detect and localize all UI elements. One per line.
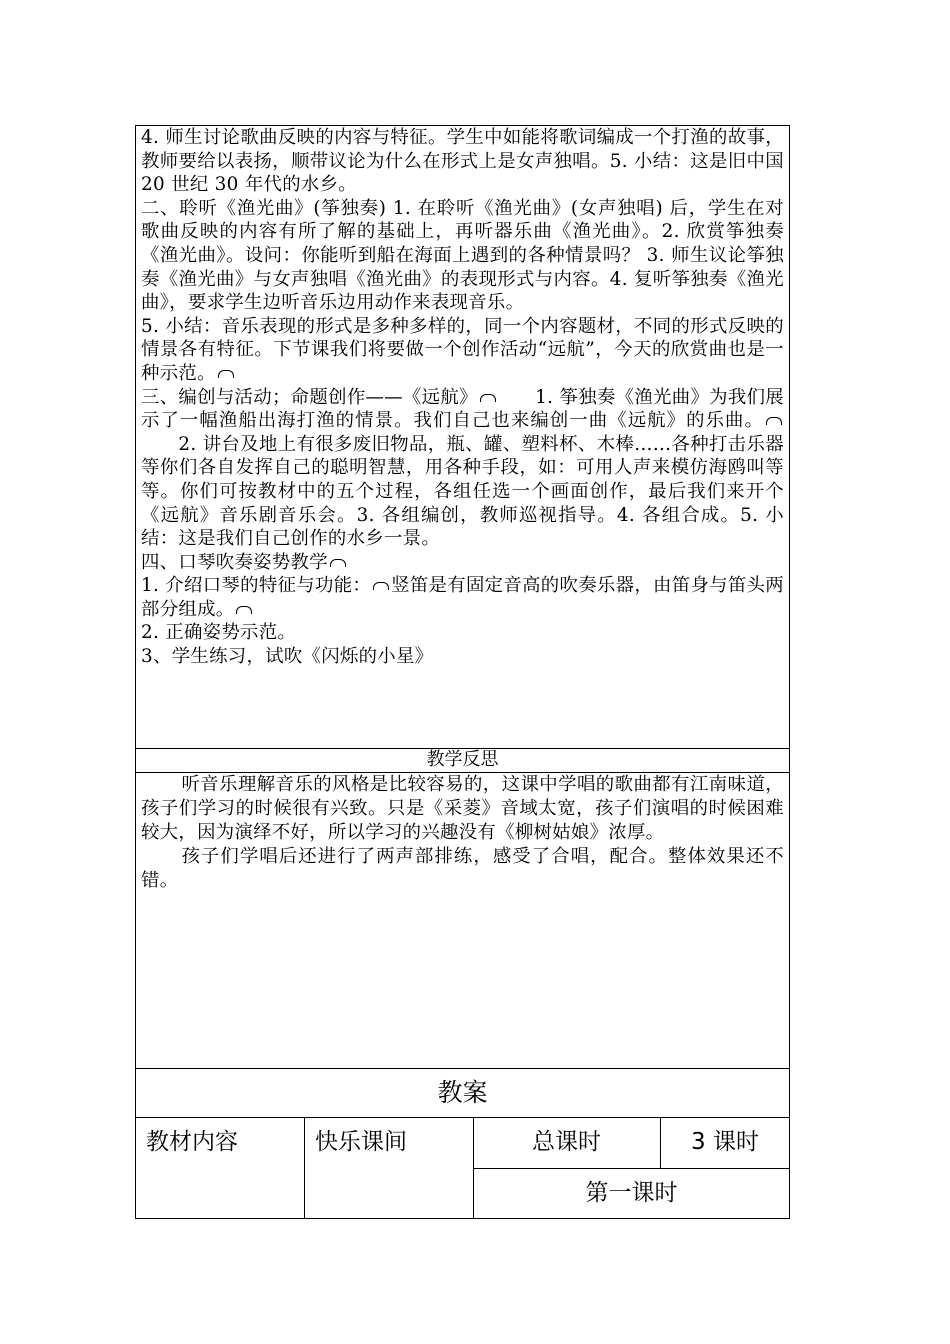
paragraph-practice: 3、学生练习，试吹《闪烁的小星》 xyxy=(141,646,434,668)
listening-summary-text: 5. 小结：音乐表现的形式是多种多样的，同一个内容题材，不同的形式反映的情景各有特征。下节课我们将要做一个创作活动“远航”，今天的欣赏曲也是一种示范。 xyxy=(141,315,784,384)
paragraph-harmonica-intro xyxy=(141,574,784,621)
return-mark-icon xyxy=(373,582,389,590)
return-mark-icon xyxy=(766,417,782,425)
session-label: 第一课时 xyxy=(585,1180,678,1206)
paragraph-discussion: 4. 师生讨论歌曲反映的内容与特征。学生中如能将歌词编成一个打渔的故事，教师要给以表扬，顺带议论为什么在形式上是女声独唱。5. 小结：这是旧中国 20 世纪 30 年代的水乡。 xyxy=(141,127,784,196)
creation-heading: 三、编创与活动；命题创作——《远航》 xyxy=(141,386,478,408)
paragraph-posture: 2. 正确姿势示范。 xyxy=(141,622,297,644)
creation-step-2: 2. 讲台及地上有很多废旧物品，瓶、罐、塑料杯、木棒……各种打击乐器等你们各自发挥自己的聪明智慧，用各种手段，如：可用人声来模仿海鸥叫等等。你们可按教材中的五个过程，各组任选一个画面创作，最后我们来开个《远航》音乐剧音乐会。3. 各组编创，教师巡视指导。4. 各组合成。5. 小结：这是我们自己创作的水乡一景。 xyxy=(141,433,784,550)
paragraph-creation xyxy=(141,386,784,551)
return-mark-icon xyxy=(218,370,234,378)
return-mark-icon xyxy=(480,394,496,402)
creation-step-1: 1. 筝独奏《渔光曲》为我们展示了一幅渔船出海打渔的情景。我们自己也来编创一曲《远航》的乐曲。 xyxy=(141,386,784,432)
return-mark-icon xyxy=(236,606,252,614)
material-value: 快乐课间 xyxy=(315,1129,407,1155)
material-label: 教材内容 xyxy=(146,1129,238,1155)
harmonica-intro-text: 竖笛是有固定音高的吹奏乐器，由笛身与笛头两部分组成。 xyxy=(141,575,784,620)
harmonica-intro-label: 1. 介绍口琴的特征与功能： xyxy=(141,575,372,597)
table-column-divider xyxy=(304,1117,305,1219)
paragraph-listening: 二、聆听《渔光曲》(筝独奏) 1. 在聆听《渔光曲》(女声独唱) 后，学生在对歌曲反映的内容有所了解的基础上，再听器乐曲《渔光曲》。2. 欣赏筝独奏《渔光曲》。设问：你能听到船在海面上遇到的各种情景吗？ 3. 师生议论筝独奏《渔光曲》与女声独唱《渔光曲》的表现形式与内容。4. 复听筝独奏《渔光曲》，要求学生边听音乐边用动作来表现音乐。 xyxy=(141,197,784,314)
reflection-paragraph: 孩子们学唱后还进行了两声部排练，感受了合唱，配合。整体效果还不错。 xyxy=(141,846,784,891)
lesson-plan-title: 教案 xyxy=(437,1078,488,1107)
reflection-title: 教学反思 xyxy=(426,749,499,770)
total-hours-label: 总课时 xyxy=(532,1129,601,1155)
harmonica-heading: 四、口琴吹奏姿势教学 xyxy=(141,551,328,573)
paragraph-listening-summary xyxy=(141,315,784,386)
paragraph-harmonica-heading xyxy=(141,551,784,575)
return-mark-icon xyxy=(330,559,346,567)
reflection-paragraph: 听音乐理解音乐的风格是比较容易的，这课中学唱的歌曲都有江南味道，孩子们学习的时候很有兴致。只是《采菱》音域太宽，孩子们演唱的时候困难较大，因为演绎不好，所以学习的兴趣没有《柳树姑娘》浓厚。 xyxy=(141,774,784,843)
lesson-process-text xyxy=(141,126,784,669)
total-hours-value: 3 课时 xyxy=(691,1129,759,1155)
reflection-text xyxy=(141,773,784,893)
